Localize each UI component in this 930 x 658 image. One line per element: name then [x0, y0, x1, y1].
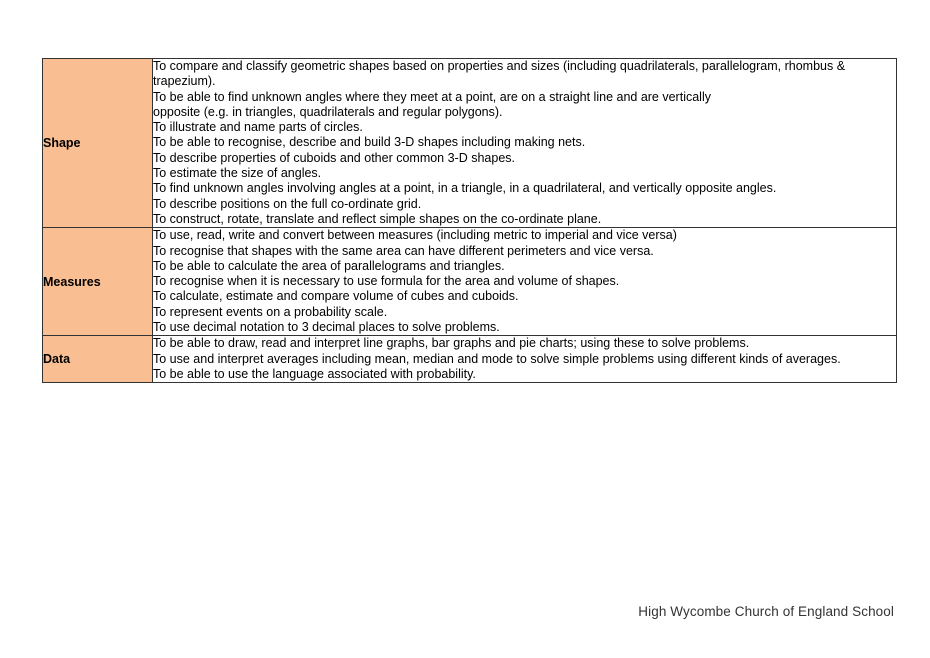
objective-line: To illustrate and name parts of circles.: [153, 120, 363, 135]
objective-line: opposite (e.g. in triangles, quadrilaterals and regular polygons).: [153, 104, 503, 119]
objective-line: To estimate the size of angles.: [153, 166, 322, 181]
objective-line: To be able to draw, read and interpret line graphs, bar graphs and pie charts; using these to solve problems.: [153, 336, 750, 351]
school-name-footer: High Wycombe Church of England School: [638, 604, 894, 619]
objective-line: To find unknown angles involving angles at a point, in a triangle, in a quadrilateral, and vertically opposite angles.: [153, 181, 777, 196]
objective-line: To be able to use the language associated with probability.: [153, 366, 476, 381]
objective-line: To describe positions on the full co-ordinate grid.: [153, 196, 422, 211]
objective-line: To use and interpret averages including mean, median and mode to solve simple problems using different kinds of averages.: [153, 351, 841, 366]
objective-line: To be able to recognise, describe and build 3-D shapes including making nets.: [153, 135, 586, 150]
objectives-cell-data: [153, 336, 897, 383]
objective-line: To calculate, estimate and compare volume of cubes and cuboids.: [153, 289, 519, 304]
objective-line: To construct, rotate, translate and reflect simple shapes on the co-ordinate plane.: [153, 211, 602, 226]
objective-line: To be able to calculate the area of parallelograms and triangles.: [153, 258, 505, 273]
objectives-cell-shape: [153, 59, 897, 228]
objectives-cell-measures: [153, 228, 897, 336]
area-label-shape: Shape: [43, 59, 153, 228]
objective-line: To describe properties of cuboids and other common 3-D shapes.: [153, 150, 515, 165]
curriculum-table: [42, 58, 897, 383]
area-label-measures: Measures: [43, 228, 153, 336]
objective-line: To be able to find unknown angles where they meet at a point, are on a straight line and are vertically: [153, 89, 711, 104]
table-row-measures: [43, 228, 897, 336]
objective-line: To compare and classify geometric shapes based on properties and sizes (including quadrilaterals, parallelogram, rhombus & trapezium).: [153, 59, 846, 89]
table-row-data: [43, 336, 897, 383]
table-row-shape: [43, 59, 897, 228]
area-label-data: Data: [43, 336, 153, 383]
objective-line: To use, read, write and convert between measures (including metric to imperial and vice versa): [153, 228, 677, 243]
objective-line: To recognise that shapes with the same area can have different perimeters and vice versa.: [153, 243, 654, 258]
objective-line: To recognise when it is necessary to use formula for the area and volume of shapes.: [153, 274, 620, 289]
objective-line: To use decimal notation to 3 decimal places to solve problems.: [153, 320, 500, 335]
objective-line: To represent events on a probability scale.: [153, 304, 388, 319]
